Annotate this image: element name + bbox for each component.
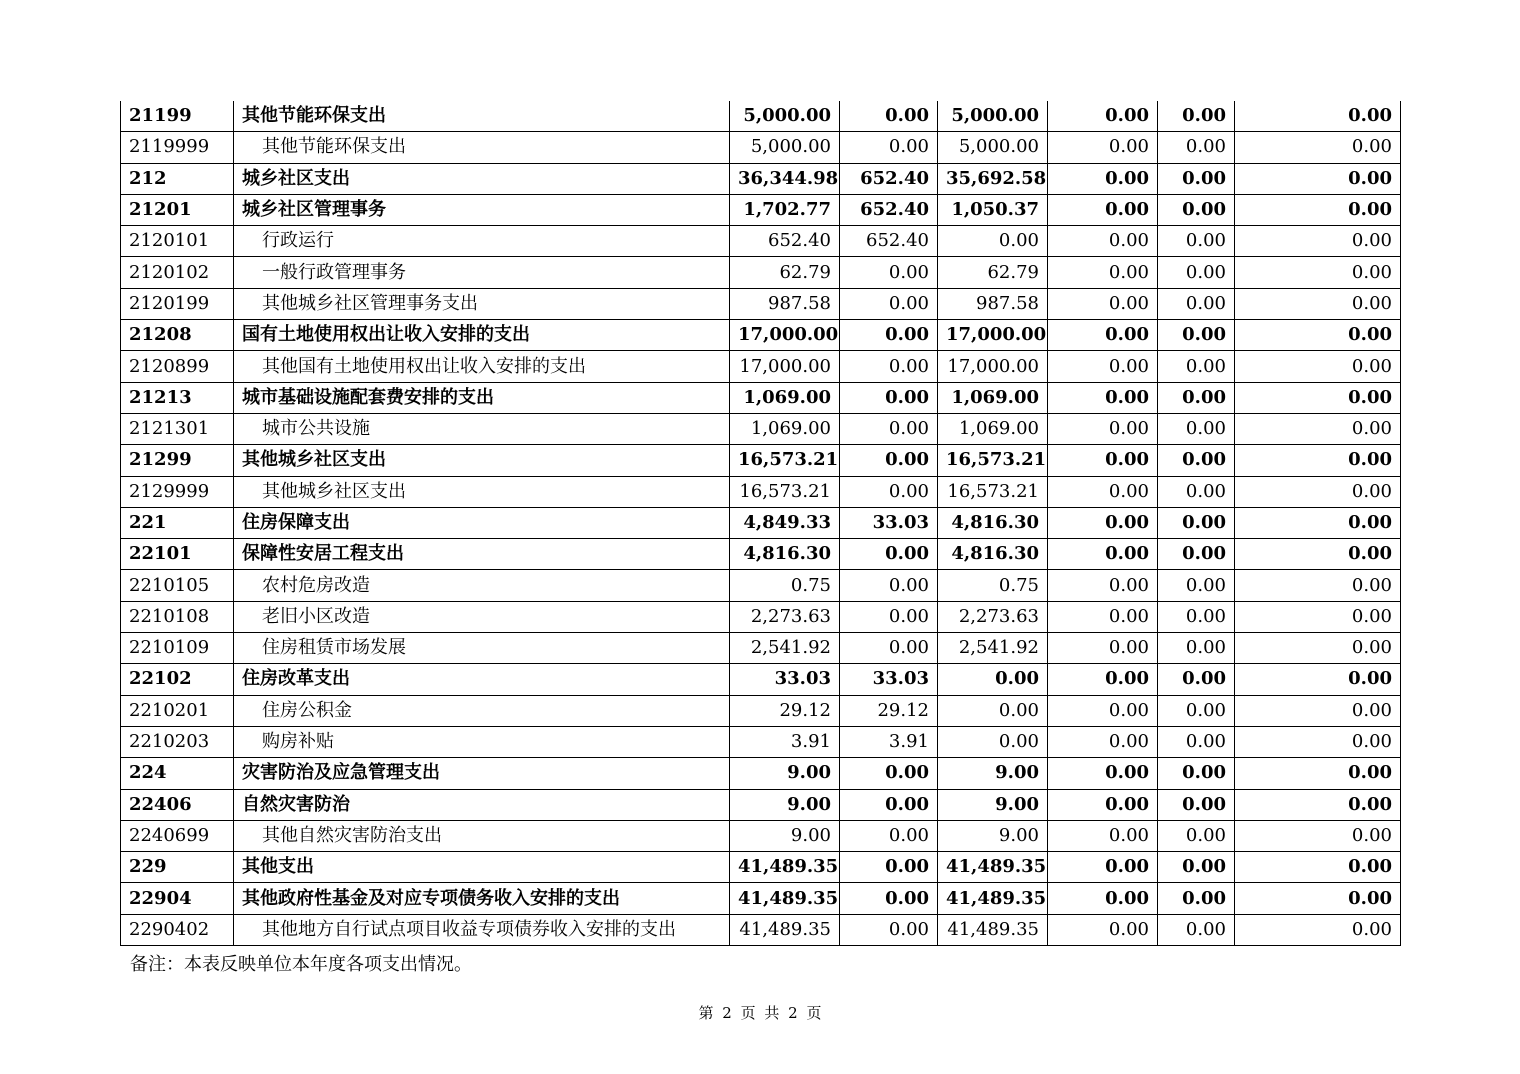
amount-cell: 1,069.00: [938, 413, 1048, 444]
amount-cell: 0.00: [840, 382, 938, 413]
table-row: [121, 789, 1401, 820]
amount-cell: 0.00: [1158, 758, 1235, 789]
amount-cell: 0.00: [1235, 570, 1401, 601]
amount-cell: 0.00: [1158, 413, 1235, 444]
amount-cell: 35,692.58: [938, 163, 1048, 194]
amount-cell: 4,816.30: [938, 507, 1048, 538]
amount-cell: 0.00: [840, 570, 938, 601]
amount-cell: 0.00: [1235, 288, 1401, 319]
table-row: [121, 382, 1401, 413]
amount-cell: 9.00: [730, 758, 840, 789]
amount-cell: 0.00: [1235, 413, 1401, 444]
amount-cell: 33.03: [840, 507, 938, 538]
subject-code-cell: 22102: [121, 664, 234, 695]
amount-cell: 29.12: [840, 695, 938, 726]
amount-cell: 652.40: [840, 226, 938, 257]
amount-cell: 41,489.35: [938, 914, 1048, 945]
subject-code-cell: 2210108: [121, 601, 234, 632]
amount-cell: 9.00: [730, 820, 840, 851]
amount-cell: 0.00: [1235, 883, 1401, 914]
amount-cell: 3.91: [840, 726, 938, 757]
amount-cell: 987.58: [730, 288, 840, 319]
table-row: [121, 539, 1401, 570]
table-row: [121, 257, 1401, 288]
subject-name-cell: 其他节能环保支出: [234, 132, 730, 163]
amount-cell: 17,000.00: [938, 320, 1048, 351]
amount-cell: 0.00: [1158, 883, 1235, 914]
table-row: [121, 758, 1401, 789]
amount-cell: 0.75: [938, 570, 1048, 601]
amount-cell: 41,489.35: [938, 852, 1048, 883]
subject-code-cell: 2120101: [121, 226, 234, 257]
amount-cell: 0.00: [1158, 852, 1235, 883]
table-body: [121, 101, 1401, 946]
table-row: [121, 132, 1401, 163]
amount-cell: 0.00: [1048, 226, 1158, 257]
subject-code-cell: 2119999: [121, 132, 234, 163]
table-row: [121, 726, 1401, 757]
amount-cell: 0.00: [1158, 101, 1235, 132]
subject-code-cell: 2210109: [121, 633, 234, 664]
subject-code-cell: 2120199: [121, 288, 234, 319]
subject-name-cell: 其他城乡社区支出: [234, 476, 730, 507]
amount-cell: 0.00: [1048, 726, 1158, 757]
amount-cell: 0.00: [840, 257, 938, 288]
amount-cell: 0.00: [1158, 789, 1235, 820]
amount-cell: 16,573.21: [730, 476, 840, 507]
subject-code-cell: 2210201: [121, 695, 234, 726]
amount-cell: 0.00: [938, 726, 1048, 757]
amount-cell: 0.00: [840, 758, 938, 789]
amount-cell: 0.00: [1235, 257, 1401, 288]
table-row: [121, 413, 1401, 444]
amount-cell: 2,273.63: [938, 601, 1048, 632]
amount-cell: 0.00: [1158, 351, 1235, 382]
amount-cell: 0.00: [1158, 257, 1235, 288]
subject-name-cell: 住房保障支出: [234, 507, 730, 538]
amount-cell: 0.00: [1158, 695, 1235, 726]
amount-cell: 17,000.00: [938, 351, 1048, 382]
amount-cell: 2,541.92: [938, 633, 1048, 664]
amount-cell: 9.00: [938, 758, 1048, 789]
amount-cell: 29.12: [730, 695, 840, 726]
subject-name-cell: 城市公共设施: [234, 413, 730, 444]
amount-cell: 0.00: [1158, 132, 1235, 163]
subject-code-cell: 2129999: [121, 476, 234, 507]
subject-code-cell: 22101: [121, 539, 234, 570]
amount-cell: 0.00: [1048, 758, 1158, 789]
amount-cell: 0.00: [1048, 194, 1158, 225]
amount-cell: 0.00: [1158, 194, 1235, 225]
table-row: [121, 226, 1401, 257]
amount-cell: 0.00: [1158, 507, 1235, 538]
amount-cell: 41,489.35: [938, 883, 1048, 914]
amount-cell: 0.00: [840, 852, 938, 883]
subject-code-cell: 21201: [121, 194, 234, 225]
subject-code-cell: 212: [121, 163, 234, 194]
amount-cell: 0.00: [1048, 351, 1158, 382]
subject-code-cell: 2120899: [121, 351, 234, 382]
subject-name-cell: 其他国有土地使用权出让收入安排的支出: [234, 351, 730, 382]
amount-cell: 4,816.30: [938, 539, 1048, 570]
amount-cell: 62.79: [730, 257, 840, 288]
amount-cell: 0.00: [938, 226, 1048, 257]
amount-cell: 0.00: [1048, 163, 1158, 194]
table-row: [121, 320, 1401, 351]
subject-code-cell: 221: [121, 507, 234, 538]
amount-cell: 0.00: [1235, 507, 1401, 538]
amount-cell: 0.00: [1235, 476, 1401, 507]
table-row: [121, 633, 1401, 664]
subject-code-cell: 21213: [121, 382, 234, 413]
amount-cell: 0.00: [1235, 163, 1401, 194]
amount-cell: 4,816.30: [730, 539, 840, 570]
subject-code-cell: 22904: [121, 883, 234, 914]
amount-cell: 652.40: [840, 163, 938, 194]
subject-name-cell: 城乡社区支出: [234, 163, 730, 194]
amount-cell: 0.00: [1235, 695, 1401, 726]
table-row: [121, 914, 1401, 945]
table-row: [121, 288, 1401, 319]
amount-cell: 2,273.63: [730, 601, 840, 632]
subject-code-cell: 229: [121, 852, 234, 883]
amount-cell: 1,069.00: [938, 382, 1048, 413]
subject-name-cell: 保障性安居工程支出: [234, 539, 730, 570]
amount-cell: 16,573.21: [938, 476, 1048, 507]
subject-name-cell: 城乡社区管理事务: [234, 194, 730, 225]
subject-name-cell: 其他支出: [234, 852, 730, 883]
amount-cell: 41,489.35: [730, 914, 840, 945]
amount-cell: 0.00: [938, 664, 1048, 695]
amount-cell: 0.00: [840, 445, 938, 476]
subject-name-cell: 一般行政管理事务: [234, 257, 730, 288]
amount-cell: 0.00: [1158, 320, 1235, 351]
subject-code-cell: 2210203: [121, 726, 234, 757]
amount-cell: 652.40: [840, 194, 938, 225]
subject-code-cell: 21199: [121, 101, 234, 132]
amount-cell: 0.00: [840, 101, 938, 132]
subject-name-cell: 城市基础设施配套费安排的支出: [234, 382, 730, 413]
subject-code-cell: 224: [121, 758, 234, 789]
amount-cell: 0.00: [1158, 633, 1235, 664]
subject-name-cell: 老旧小区改造: [234, 601, 730, 632]
amount-cell: 36,344.98: [730, 163, 840, 194]
amount-cell: 0.00: [1158, 726, 1235, 757]
table-row: [121, 194, 1401, 225]
table-row: [121, 852, 1401, 883]
amount-cell: 1,069.00: [730, 413, 840, 444]
subject-name-cell: 其他地方自行试点项目收益专项债券收入安排的支出: [234, 914, 730, 945]
amount-cell: 17,000.00: [730, 351, 840, 382]
expenditure-table: [120, 101, 1401, 946]
table-row: [121, 476, 1401, 507]
amount-cell: 0.00: [1235, 382, 1401, 413]
amount-cell: 0.00: [840, 539, 938, 570]
amount-cell: 987.58: [938, 288, 1048, 319]
table-row: [121, 664, 1401, 695]
table-row: [121, 883, 1401, 914]
table-row: [121, 820, 1401, 851]
amount-cell: 16,573.21: [730, 445, 840, 476]
amount-cell: 0.00: [1048, 101, 1158, 132]
amount-cell: 0.00: [1235, 789, 1401, 820]
amount-cell: 0.00: [1158, 445, 1235, 476]
amount-cell: 0.00: [1235, 320, 1401, 351]
amount-cell: 0.00: [1235, 914, 1401, 945]
subject-code-cell: 2121301: [121, 413, 234, 444]
subject-name-cell: 行政运行: [234, 226, 730, 257]
amount-cell: 0.00: [1048, 445, 1158, 476]
amount-cell: 0.00: [840, 476, 938, 507]
page-footer: 第 2 页 共 2 页: [698, 1004, 822, 1022]
table-row: [121, 601, 1401, 632]
amount-cell: 0.00: [840, 132, 938, 163]
amount-cell: 0.00: [840, 601, 938, 632]
amount-cell: 0.00: [1048, 789, 1158, 820]
amount-cell: 33.03: [840, 664, 938, 695]
amount-cell: 5,000.00: [730, 132, 840, 163]
amount-cell: 0.00: [1235, 539, 1401, 570]
amount-cell: 652.40: [730, 226, 840, 257]
amount-cell: 0.00: [1235, 758, 1401, 789]
amount-cell: 9.00: [730, 789, 840, 820]
subject-code-cell: 22406: [121, 789, 234, 820]
amount-cell: 1,702.77: [730, 194, 840, 225]
amount-cell: 0.00: [1158, 914, 1235, 945]
subject-name-cell: 其他政府性基金及对应专项债务收入安排的支出: [234, 883, 730, 914]
subject-name-cell: 国有土地使用权出让收入安排的支出: [234, 320, 730, 351]
amount-cell: 0.00: [1235, 726, 1401, 757]
amount-cell: 1,069.00: [730, 382, 840, 413]
amount-cell: 0.00: [1048, 476, 1158, 507]
amount-cell: 0.75: [730, 570, 840, 601]
amount-cell: 0.00: [840, 883, 938, 914]
subject-name-cell: 其他城乡社区支出: [234, 445, 730, 476]
amount-cell: 0.00: [1048, 883, 1158, 914]
table-row: [121, 570, 1401, 601]
amount-cell: 0.00: [1235, 852, 1401, 883]
amount-cell: 0.00: [840, 288, 938, 319]
subject-code-cell: 21299: [121, 445, 234, 476]
amount-cell: 0.00: [1158, 382, 1235, 413]
amount-cell: 33.03: [730, 664, 840, 695]
subject-name-cell: 住房改革支出: [234, 664, 730, 695]
amount-cell: 0.00: [1158, 820, 1235, 851]
subject-code-cell: 21208: [121, 320, 234, 351]
amount-cell: 0.00: [1235, 633, 1401, 664]
amount-cell: 0.00: [1048, 320, 1158, 351]
amount-cell: 0.00: [1048, 852, 1158, 883]
amount-cell: 9.00: [938, 820, 1048, 851]
amount-cell: 0.00: [1158, 539, 1235, 570]
table-row: [121, 163, 1401, 194]
amount-cell: 0.00: [1048, 664, 1158, 695]
amount-cell: 0.00: [1235, 132, 1401, 163]
amount-cell: 0.00: [1235, 351, 1401, 382]
table-row: [121, 507, 1401, 538]
amount-cell: 0.00: [1048, 914, 1158, 945]
subject-code-cell: 2240699: [121, 820, 234, 851]
subject-code-cell: 2290402: [121, 914, 234, 945]
amount-cell: 0.00: [840, 413, 938, 444]
amount-cell: 0.00: [1235, 820, 1401, 851]
amount-cell: 0.00: [1048, 601, 1158, 632]
amount-cell: 17,000.00: [730, 320, 840, 351]
subject-name-cell: 住房租赁市场发展: [234, 633, 730, 664]
subject-name-cell: 其他节能环保支出: [234, 101, 730, 132]
amount-cell: 1,050.37: [938, 194, 1048, 225]
amount-cell: 16,573.21: [938, 445, 1048, 476]
amount-cell: 0.00: [1048, 507, 1158, 538]
subject-name-cell: 住房公积金: [234, 695, 730, 726]
amount-cell: 0.00: [840, 633, 938, 664]
amount-cell: 0.00: [1158, 601, 1235, 632]
subject-name-cell: 其他城乡社区管理事务支出: [234, 288, 730, 319]
subject-name-cell: 购房补贴: [234, 726, 730, 757]
amount-cell: 0.00: [1048, 539, 1158, 570]
amount-cell: 3.91: [730, 726, 840, 757]
amount-cell: 0.00: [1048, 288, 1158, 319]
amount-cell: 4,849.33: [730, 507, 840, 538]
amount-cell: 0.00: [1235, 101, 1401, 132]
amount-cell: 0.00: [1048, 633, 1158, 664]
subject-code-cell: 2210105: [121, 570, 234, 601]
amount-cell: 0.00: [1235, 445, 1401, 476]
amount-cell: 0.00: [1048, 132, 1158, 163]
table-row: [121, 695, 1401, 726]
amount-cell: 0.00: [1235, 601, 1401, 632]
amount-cell: 41,489.35: [730, 883, 840, 914]
amount-cell: 5,000.00: [730, 101, 840, 132]
subject-name-cell: 其他自然灾害防治支出: [234, 820, 730, 851]
amount-cell: 0.00: [1158, 476, 1235, 507]
table-row: [121, 101, 1401, 132]
amount-cell: 0.00: [840, 914, 938, 945]
amount-cell: 0.00: [840, 351, 938, 382]
amount-cell: 0.00: [1235, 664, 1401, 695]
amount-cell: 2,541.92: [730, 633, 840, 664]
amount-cell: 0.00: [1048, 820, 1158, 851]
table-note: 备注：本表反映单位本年度各项支出情况。: [130, 954, 472, 975]
amount-cell: 0.00: [1048, 382, 1158, 413]
amount-cell: 0.00: [1158, 570, 1235, 601]
amount-cell: 0.00: [1158, 664, 1235, 695]
amount-cell: 0.00: [1048, 695, 1158, 726]
amount-cell: 0.00: [938, 695, 1048, 726]
amount-cell: 5,000.00: [938, 132, 1048, 163]
amount-cell: 0.00: [1048, 413, 1158, 444]
amount-cell: 0.00: [1235, 194, 1401, 225]
table-row: [121, 351, 1401, 382]
subject-name-cell: 自然灾害防治: [234, 789, 730, 820]
amount-cell: 0.00: [1048, 257, 1158, 288]
amount-cell: 0.00: [1158, 163, 1235, 194]
amount-cell: 0.00: [1158, 226, 1235, 257]
subject-code-cell: 2120102: [121, 257, 234, 288]
table-row: [121, 445, 1401, 476]
amount-cell: 0.00: [840, 789, 938, 820]
amount-cell: 9.00: [938, 789, 1048, 820]
subject-name-cell: 灾害防治及应急管理支出: [234, 758, 730, 789]
amount-cell: 5,000.00: [938, 101, 1048, 132]
subject-name-cell: 农村危房改造: [234, 570, 730, 601]
amount-cell: 0.00: [1158, 288, 1235, 319]
amount-cell: 62.79: [938, 257, 1048, 288]
amount-cell: 0.00: [840, 320, 938, 351]
amount-cell: 0.00: [1048, 570, 1158, 601]
amount-cell: 0.00: [840, 820, 938, 851]
amount-cell: 0.00: [1235, 226, 1401, 257]
amount-cell: 41,489.35: [730, 852, 840, 883]
